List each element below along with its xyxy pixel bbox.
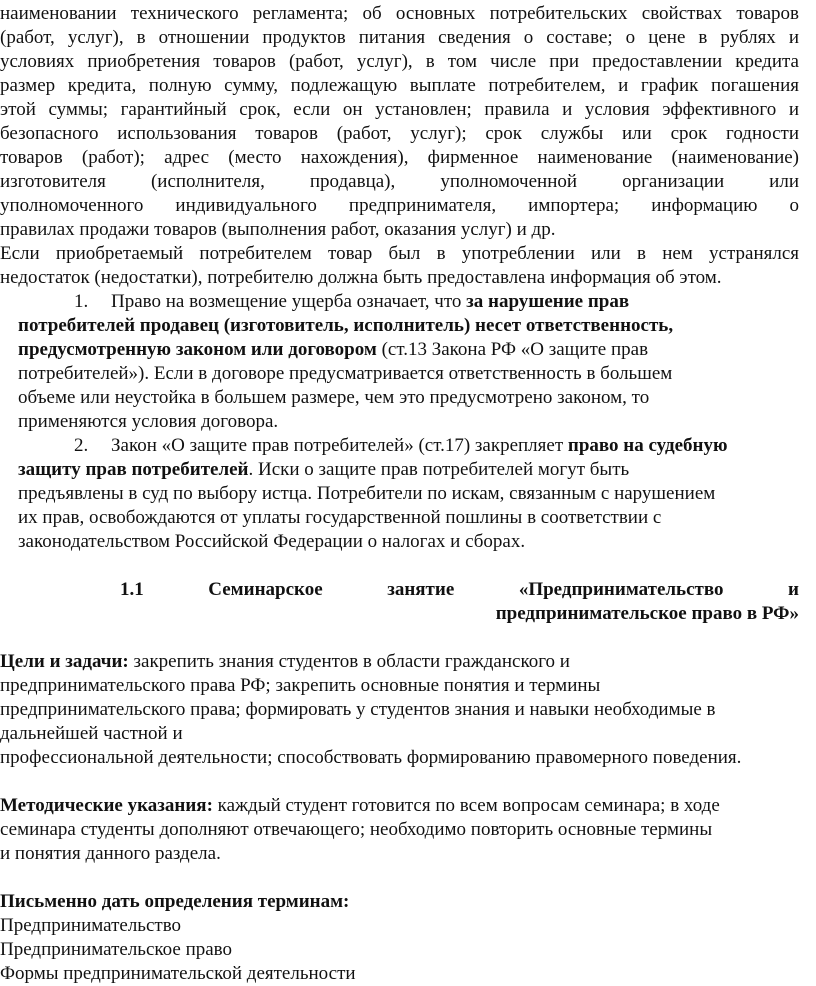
list-item-line	[18, 338, 800, 362]
paragraph-line: наименовании технического регламента; об основных потребительских свойствах товаров	[0, 3, 799, 24]
method-line: семинара студенты дополняют отвечающего; необходимо повторить основные термины	[0, 819, 713, 840]
section-heading: 1.1 Семинарское занятие «Предпринимательство и	[120, 579, 799, 600]
list-item-text-plain: (ст.13 Закона РФ «О защите прав	[376, 339, 649, 360]
list-item-line: их прав, освобождаются от уплаты государственной пошлины в соответствии с	[18, 507, 662, 528]
section-heading-continued: предпринимательское право в РФ»	[495, 603, 799, 624]
paragraph-line: условиях приобретения товаров (работ, услуг), в том числе при предоставлении кредита	[0, 51, 799, 72]
list-item-line: законодательством Российской Федерации о налогах и сборах.	[18, 531, 526, 552]
paragraph-line: недостаток (недостатки), потребителю должна быть предоставлена информация об этом.	[0, 267, 722, 288]
list-item-text-bold: право на судебную	[567, 435, 728, 456]
list-item-line: потребителей»). Если в договоре предусматривается ответственность в большем	[18, 363, 673, 384]
list-item-text	[111, 290, 629, 314]
list-item-line: предъявлены в суд по выбору истца. Потребители по искам, связанным с нарушением	[18, 483, 716, 504]
goals-line: дальнейшей частной и	[0, 723, 183, 744]
goals-line: предпринимательского права; формировать у студентов знания и навыки необходимые в	[0, 699, 716, 720]
paragraph-line: безопасного использования товаров (работ, услуг); срок службы или срок годности	[0, 123, 799, 144]
goals-label: Цели и задачи:	[0, 651, 129, 672]
term-item: Предпринимательство	[0, 915, 182, 936]
list-item-line: применяются условия договора.	[18, 411, 279, 432]
goals-line: профессиональной деятельности; способствовать формированию правомерного поведения.	[0, 747, 742, 768]
paragraph-line: товаров (работ); адрес (место нахождения), фирменное наименование (наименование)	[0, 147, 799, 168]
list-item-text-bold: предусмотренную законом или договором	[18, 339, 377, 360]
terms-label: Письменно дать определения терминам:	[0, 891, 350, 912]
list-item-text-plain: . Иски о защите прав потребителей могут быть	[248, 459, 630, 480]
goals-line: предпринимательского права РФ; закрепить основные понятия и термины	[0, 675, 601, 696]
paragraph-line: размер кредита, полную сумму, подлежащую выплате потребителем, и график погашения	[0, 75, 799, 96]
list-item-number: 2.	[74, 435, 89, 456]
list-item-text-bold: за нарушение прав	[466, 291, 630, 312]
term-item: Предпринимательское право	[0, 939, 233, 960]
paragraph-line: изготовителя (исполнителя, продавца), уполномоченной организации или	[0, 171, 799, 192]
list-item-line	[18, 458, 800, 482]
method-label: Методические указания:	[0, 795, 213, 816]
method-text: каждый студент готовится по всем вопросам семинара; в ходе	[212, 795, 720, 816]
goals-line	[0, 650, 799, 674]
paragraph-line: (работ, услуг), в отношении продуктов питания сведения о составе; о цене в рублях и	[0, 27, 799, 48]
paragraph-line: уполномоченного индивидуального предпринимателя, импортера; информацию о	[0, 195, 799, 216]
term-item: Формы предпринимательской деятельности	[0, 963, 356, 984]
list-item-line: объеме или неустойка в большем размере, чем это предусмотрено законом, то	[18, 387, 650, 408]
method-line	[0, 794, 799, 818]
method-line: и понятия данного раздела.	[0, 843, 221, 864]
goals-text: закрепить знания студентов в области гражданского и	[128, 651, 570, 672]
list-item-line-bold: потребителей продавец (изготовитель, исполнитель) несет ответственность,	[18, 315, 674, 336]
list-item-text-plain: Право на возмещение ущерба означает, что	[111, 291, 467, 312]
list-item-text	[111, 434, 727, 458]
list-item-text-bold: защиту прав потребителей	[18, 459, 249, 480]
list-item-text-plain: Закон «О защите прав потребителей» (ст.17) закрепляет	[111, 435, 568, 456]
paragraph-line: Если приобретаемый потребителем товар был в употреблении или в нем устранялся	[0, 243, 799, 264]
paragraph-line: этой суммы; гарантийный срок, если он установлен; правила и условия эффективного и	[0, 99, 799, 120]
paragraph-line: правилах продажи товаров (выполнения работ, оказания услуг) и др.	[0, 219, 556, 240]
list-item-number: 1.	[74, 291, 89, 312]
